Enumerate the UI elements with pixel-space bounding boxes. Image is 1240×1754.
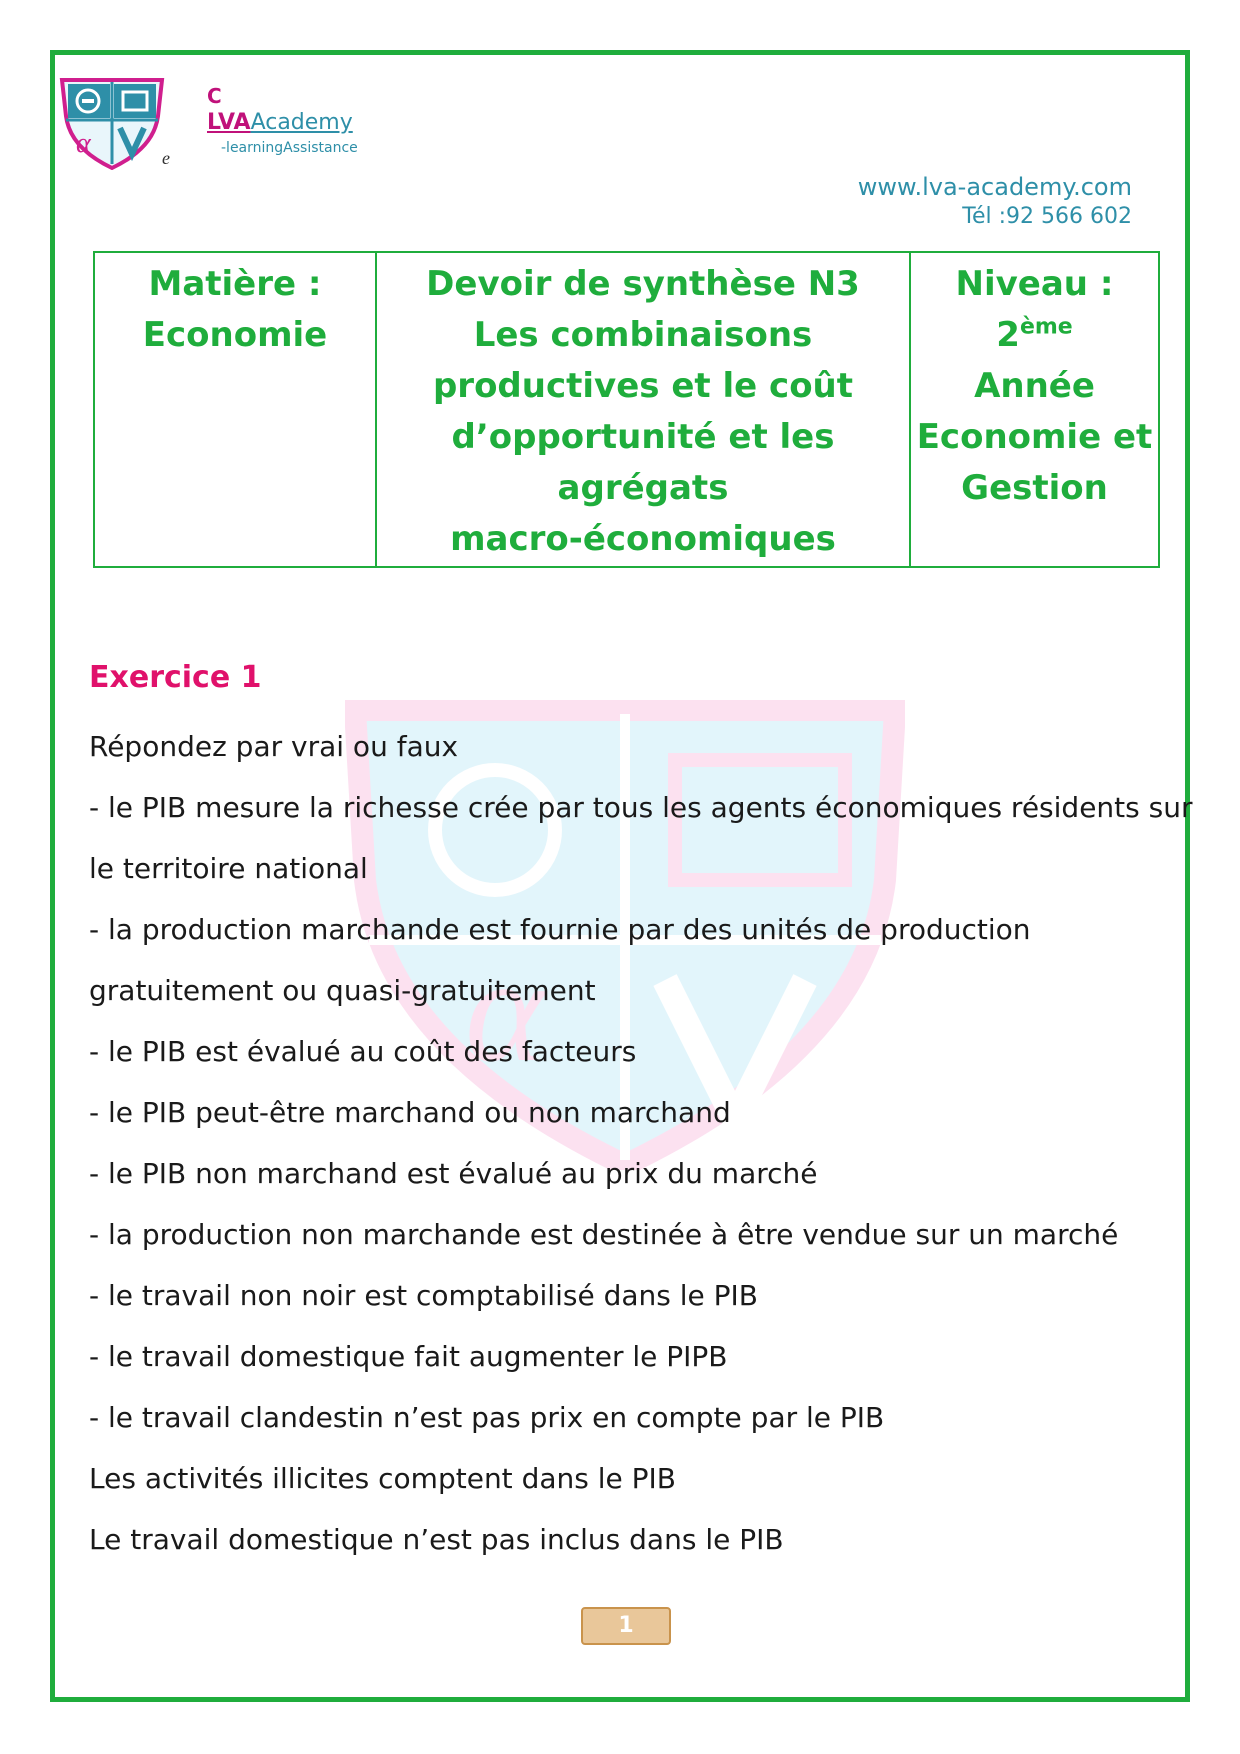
exercise-line: - le travail clandestin n’est pas prix en compte par le PIB <box>89 1401 885 1434</box>
exercise-line: le territoire national <box>89 852 368 885</box>
level-superscript: ème <box>1019 314 1073 340</box>
page-number-badge: 1 <box>581 1607 671 1645</box>
level-label-text: Niveau : 2 <box>955 264 1114 355</box>
brand-tagline: -learningAssistance <box>221 140 358 156</box>
exercise-line: - le PIB peut-être marchand ou non marchand <box>89 1096 731 1129</box>
title-line: d’opportunité et les agrégats <box>451 417 835 508</box>
level-line: Gestion <box>961 468 1108 508</box>
subject-value: Economie <box>142 315 328 355</box>
level-label <box>912 259 1157 361</box>
lva-academy-logo-icon <box>58 76 166 170</box>
exercise-section <box>89 656 1193 1570</box>
subject-label: Matière : <box>148 264 322 304</box>
exercise-title: Exercice 1 <box>89 660 262 695</box>
brand-block <box>207 84 358 156</box>
exercise-line: - le PIB est évalué au coût des facteurs <box>89 1035 637 1068</box>
exercise-line: - le travail non noir est comptabilisé dans le PIB <box>89 1279 758 1312</box>
level-line: Année <box>974 366 1095 406</box>
title-line: productives et le coût <box>432 366 854 406</box>
exercise-line: - la production marchande est fournie par des unités de production <box>89 913 1031 946</box>
exercise-line: - le PIB mesure la richesse crée par tous les agents économiques résidents sur <box>89 791 1193 824</box>
exercise-line: gratuitement ou quasi-gratuitement <box>89 974 596 1007</box>
brand-name <box>207 108 358 138</box>
svg-text:α: α <box>465 927 544 1093</box>
level-line: Economie et <box>916 417 1153 457</box>
exercise-line: - la production non marchande est destinée à être vendue sur un marché <box>89 1218 1119 1251</box>
exercise-line: - le PIB non marchand est évalué au prix du marché <box>89 1157 818 1190</box>
brand-name-lva: LVA <box>207 110 251 135</box>
level-cell <box>910 252 1159 567</box>
brand-name-academy: Academy <box>250 110 353 135</box>
svg-text:α: α <box>76 128 91 159</box>
website-link[interactable]: www.lva-academy.com <box>857 173 1132 201</box>
title-line: Les combinaisons <box>473 315 813 355</box>
exercise-line: Répondez par vrai ou faux <box>89 730 459 763</box>
title-line: Devoir de synthèse N3 <box>426 264 860 304</box>
logo-letter-e: e <box>162 148 170 168</box>
brand-initial: C <box>207 84 222 108</box>
contact-block <box>858 172 1132 232</box>
exercise-line: Le travail domestique n’est pas inclus dans le PIB <box>89 1523 784 1556</box>
title-line: macro-économiques <box>450 519 836 559</box>
exercise-line: - le travail domestique fait augmenter le PIPB <box>89 1340 728 1373</box>
exercise-line: Les activités illicites comptent dans le PIB <box>89 1462 676 1495</box>
phone-number: Tél :92 566 602 <box>962 204 1132 229</box>
title-cell <box>376 252 910 567</box>
header-table <box>93 251 1160 568</box>
subject-cell <box>94 252 376 567</box>
